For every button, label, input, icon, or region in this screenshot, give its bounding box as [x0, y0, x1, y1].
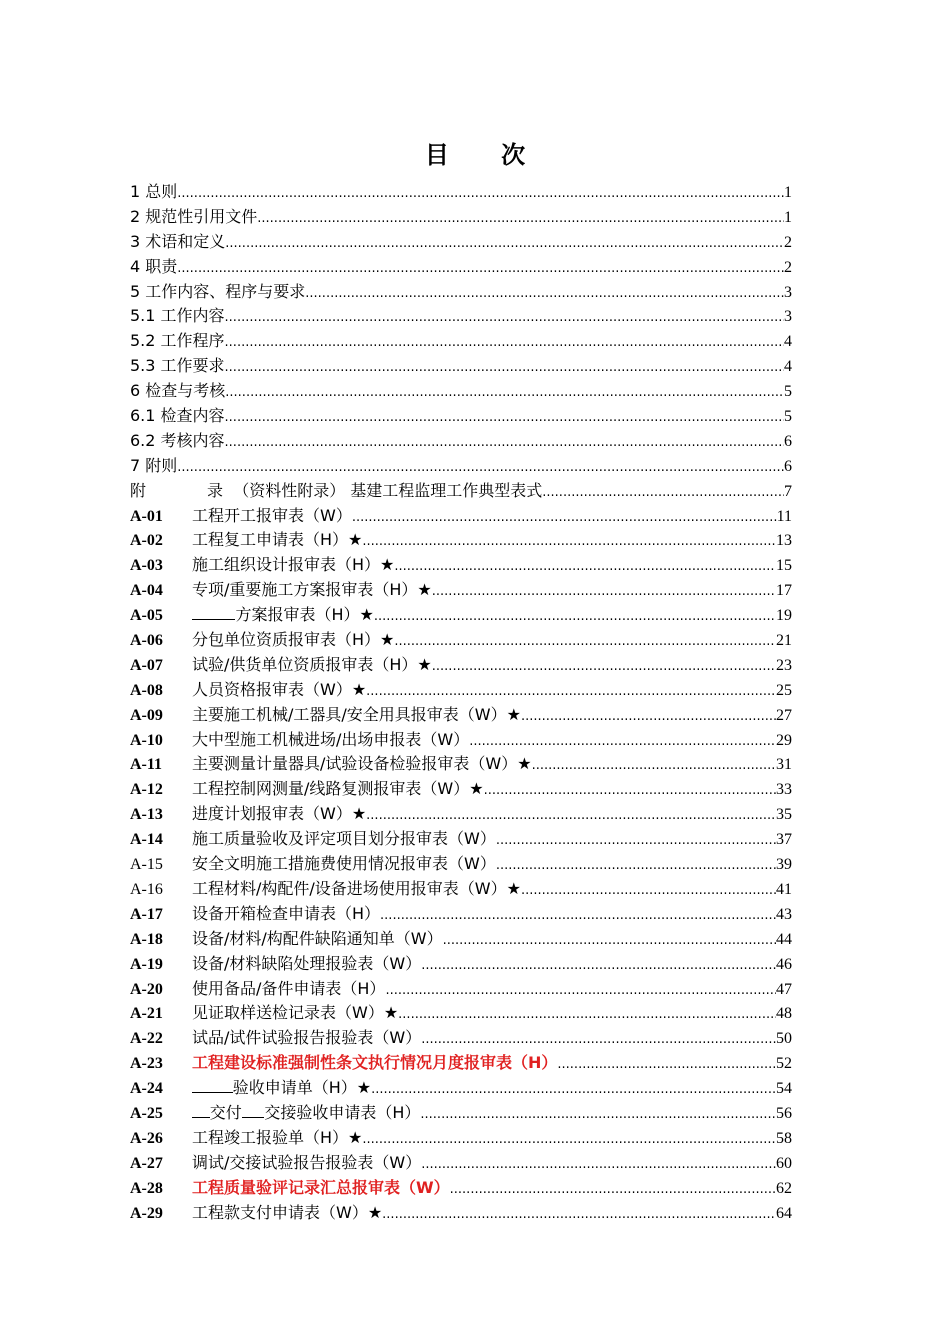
form-label: 施工质量验收及评定项目划分报审表（W） [192, 829, 496, 849]
toc-page: 25 [776, 681, 792, 699]
leader-dots [225, 306, 784, 331]
toc-page: 54 [776, 1080, 792, 1098]
toc-row-3[interactable] [130, 230, 792, 255]
leader-dots [177, 257, 784, 282]
form-code: A-27 [130, 1154, 163, 1172]
toc-page: 5 [784, 383, 792, 401]
form-label: 方案报审表（H）★ [235, 605, 374, 625]
leader-dots [225, 406, 784, 431]
toc-row-5-2[interactable] [130, 329, 792, 354]
leader-dots [398, 1003, 776, 1028]
toc-page: 60 [776, 1154, 792, 1172]
toc-row-a24[interactable] [130, 1076, 792, 1101]
form-label: 主要测量计量器具/试验设备检验报审表（W）★ [192, 754, 532, 774]
toc-row-7[interactable] [130, 454, 792, 479]
form-code: A-29 [130, 1204, 163, 1222]
leader-dots [366, 804, 776, 829]
toc-page: 6 [784, 432, 792, 450]
toc-row-a18[interactable] [130, 927, 792, 952]
toc-row-a12[interactable] [130, 777, 792, 802]
leader-dots [521, 879, 776, 904]
toc-page: 39 [776, 856, 792, 874]
toc-label: 6 检查与考核 [130, 381, 226, 401]
toc-page: 4 [784, 333, 792, 351]
fill-in-blank [192, 1103, 210, 1118]
leader-dots [450, 1178, 776, 1203]
toc-page: 17 [776, 582, 792, 600]
toc-row-6-2[interactable] [130, 429, 792, 454]
toc-row-a11[interactable] [130, 752, 792, 777]
leader-dots [443, 929, 776, 954]
form-label: 主要施工机械/工器具/安全用具报审表（W）★ [192, 704, 521, 724]
toc-page: 46 [776, 955, 792, 973]
appendix-word-2: 录 [207, 480, 224, 500]
form-code: A-21 [130, 1005, 163, 1023]
table-of-contents [130, 180, 792, 1225]
form-code: A-09 [130, 706, 163, 724]
toc-page: 58 [776, 1129, 792, 1147]
toc-page: 31 [776, 756, 792, 774]
toc-page: 3 [784, 283, 792, 301]
leader-dots [542, 481, 784, 506]
form-label: 分包单位资质报审表（H）★ [192, 630, 395, 650]
form-label-highlighted: 工程质量验评记录汇总报审表（W） [192, 1177, 450, 1197]
toc-row-a22[interactable] [130, 1026, 792, 1051]
leader-dots [352, 506, 777, 531]
toc-row-a21[interactable] [130, 1001, 792, 1026]
leader-dots [432, 580, 776, 605]
toc-row-a29[interactable] [130, 1201, 792, 1226]
form-code: A-19 [130, 955, 163, 973]
toc-label: 2 规范性引用文件 [130, 206, 258, 226]
form-label: 验收申请单（H）★ [232, 1078, 372, 1098]
form-label: 调试/交接试验报告报验表（W） [192, 1152, 422, 1172]
toc-row-a20[interactable] [130, 977, 792, 1002]
leader-dots [362, 530, 776, 555]
toc-page: 19 [776, 607, 792, 625]
toc-page: 48 [776, 1005, 792, 1023]
form-code: A-28 [130, 1179, 163, 1197]
leader-dots [382, 1203, 776, 1228]
form-code: A-22 [130, 1030, 163, 1048]
toc-row-a02[interactable] [130, 528, 792, 553]
toc-page: 44 [776, 930, 792, 948]
leader-dots [394, 630, 776, 655]
form-label: 工程复工申请表（H）★ [192, 530, 363, 550]
form-code: A-06 [130, 632, 163, 650]
form-label: 见证取样送检记录表（W）★ [192, 1003, 399, 1023]
form-code: A-24 [130, 1080, 163, 1098]
leader-dots [469, 730, 776, 755]
leader-dots [420, 1103, 776, 1128]
toc-row-a27[interactable] [130, 1151, 792, 1176]
toc-row-a09[interactable] [130, 703, 792, 728]
form-code: A-13 [130, 806, 163, 824]
toc-page: 64 [776, 1204, 792, 1222]
form-code: A-10 [130, 731, 163, 749]
form-code: A-02 [130, 532, 163, 550]
leader-dots [532, 754, 776, 779]
toc-row-a23[interactable] [130, 1051, 792, 1076]
page-title: 目 次 [424, 141, 548, 169]
form-label: 工程控制网测量/线路复测报审表（W）★ [192, 779, 484, 799]
form-label: 设备/材料/构配件缺陷通知单（W） [192, 928, 443, 948]
leader-dots [366, 680, 776, 705]
form-code: A-18 [130, 930, 163, 948]
form-code: A-04 [130, 582, 163, 600]
form-code: A-03 [130, 557, 163, 575]
toc-row-1[interactable] [130, 180, 792, 205]
toc-page: 62 [776, 1179, 792, 1197]
leader-dots [557, 1053, 776, 1078]
form-code: A-11 [130, 756, 162, 774]
leader-dots [305, 282, 784, 307]
toc-page: 47 [776, 980, 792, 998]
form-code: A-01 [130, 507, 163, 525]
toc-row-a01[interactable] [130, 504, 792, 529]
form-code: A-16 [130, 880, 163, 898]
toc-row-4[interactable] [130, 255, 792, 280]
form-code: A-15 [130, 856, 163, 874]
toc-row-a04[interactable] [130, 578, 792, 603]
toc-page: 21 [776, 632, 792, 650]
form-label: 工程款支付申请表（W）★ [192, 1202, 383, 1222]
toc-page: 33 [776, 781, 792, 799]
form-code: A-07 [130, 656, 163, 674]
form-code: A-17 [130, 905, 163, 923]
toc-page: 5 [784, 408, 792, 426]
toc-page: 1 [784, 208, 792, 226]
leader-dots [421, 1153, 776, 1178]
leader-dots [484, 779, 776, 804]
toc-row-a25[interactable] [130, 1101, 792, 1126]
form-label: 设备开箱检查申请表（H） [192, 903, 381, 923]
toc-page: 41 [776, 880, 792, 898]
toc-page: 2 [784, 258, 792, 276]
appendix-word-1: 附 [130, 480, 147, 500]
toc-label: 1 总则 [130, 182, 178, 201]
toc-page: 50 [776, 1030, 792, 1048]
toc-row-a07[interactable] [130, 653, 792, 678]
leader-dots [225, 331, 784, 356]
leader-dots [374, 605, 776, 630]
toc-label: 5.2 工作程序 [130, 331, 225, 351]
form-code: A-26 [130, 1129, 163, 1147]
form-label: 大中型施工机械进场/出场申报表（W） [192, 729, 470, 749]
leader-dots [225, 381, 784, 406]
toc-page: 15 [776, 557, 792, 575]
toc-row-a26[interactable] [130, 1126, 792, 1151]
leader-dots [421, 954, 776, 979]
toc-page: 35 [776, 806, 792, 824]
form-label: 工程开工报审表（W） [192, 505, 352, 525]
form-code: A-08 [130, 681, 163, 699]
form-label: 专项/重要施工方案报审表（H）★ [192, 580, 432, 600]
toc-label: 5.1 工作内容 [130, 306, 225, 326]
leader-dots [496, 829, 776, 854]
toc-page: 4 [784, 358, 792, 376]
toc-page: 7 [784, 482, 792, 500]
toc-row-6[interactable] [130, 379, 792, 404]
toc-page: 13 [776, 532, 792, 550]
form-label: 试验/供货单位资质报审表（H）★ [192, 654, 432, 674]
toc-label: 4 职责 [130, 256, 178, 276]
form-code: A-14 [130, 831, 163, 849]
fill-in-blank [192, 605, 235, 620]
fill-in-blank [192, 1078, 233, 1093]
toc-row-a19[interactable] [130, 952, 792, 977]
form-label: 人员资格报审表（W）★ [192, 679, 367, 699]
toc-row-a14[interactable] [130, 827, 792, 852]
form-label: 设备/材料缺陷处理报验表（W） [192, 953, 422, 973]
leader-dots [394, 555, 776, 580]
toc-page: 1 [784, 184, 792, 201]
toc-page: 37 [776, 831, 792, 849]
leader-dots [362, 1128, 776, 1153]
form-label: 施工组织设计报审表（H）★ [192, 555, 395, 575]
toc-row-a08[interactable] [130, 678, 792, 703]
toc-label: 6.2 考核内容 [130, 430, 225, 450]
leader-dots [521, 705, 776, 730]
toc-row-a28[interactable] [130, 1176, 792, 1201]
form-label: 进度计划报审表（W）★ [192, 804, 367, 824]
toc-row-a15[interactable] [130, 852, 792, 877]
form-label: 工程材料/构配件/设备进场使用报审表（W）★ [192, 878, 521, 898]
leader-dots [225, 356, 784, 381]
toc-page: 29 [776, 731, 792, 749]
leader-dots [380, 904, 776, 929]
form-code: A-12 [130, 781, 163, 799]
toc-label: 5.3 工作要求 [130, 356, 225, 376]
toc-page: 3 [784, 308, 792, 326]
form-code: A-05 [130, 607, 163, 625]
toc-row-a10[interactable] [130, 728, 792, 753]
toc-row-a16[interactable] [130, 877, 792, 902]
toc-page: 43 [776, 905, 792, 923]
leader-dots [257, 207, 784, 232]
leader-dots [225, 232, 784, 257]
toc-page: 11 [776, 507, 792, 525]
leader-dots [421, 1028, 776, 1053]
toc-row-6-1[interactable] [130, 404, 792, 429]
toc-row-5-1[interactable] [130, 304, 792, 329]
fill-in-blank [242, 1103, 265, 1118]
leader-dots [496, 854, 776, 879]
toc-label: 5 工作内容、程序与要求 [130, 281, 306, 301]
leader-dots [177, 456, 784, 481]
toc-row-2[interactable] [130, 205, 792, 230]
form-code: A-20 [130, 980, 163, 998]
leader-dots [177, 182, 784, 207]
toc-label: 3 术语和定义 [130, 231, 226, 251]
form-label: 交接验收申请表（H） [264, 1102, 421, 1122]
toc-row-a13[interactable] [130, 802, 792, 827]
toc-row-a03[interactable] [130, 553, 792, 578]
form-label: 试品/试件试验报告报验表（W） [192, 1028, 422, 1048]
form-label-mid: 交付 [209, 1102, 242, 1122]
form-label: 使用备品/备件申请表（H） [192, 978, 386, 998]
toc-row-a06[interactable] [130, 628, 792, 653]
form-label-highlighted: 工程建设标准强制性条文执行情况月度报审表（H） [192, 1053, 558, 1073]
toc-row-a17[interactable] [130, 902, 792, 927]
toc-row-a05[interactable] [130, 603, 792, 628]
toc-page: 56 [776, 1104, 792, 1122]
leader-dots [385, 979, 776, 1004]
toc-label: 7 附则 [130, 455, 178, 475]
toc-page: 23 [776, 656, 792, 674]
form-code: A-25 [130, 1104, 163, 1122]
toc-row-5-3[interactable] [130, 354, 792, 379]
toc-label [130, 479, 542, 504]
toc-page: 2 [784, 233, 792, 251]
toc-row-5[interactable] [130, 280, 792, 305]
toc-row-appendix[interactable] [130, 479, 792, 504]
leader-dots [371, 1078, 776, 1103]
leader-dots [432, 655, 776, 680]
appendix-title: （资料性附录） 基建工程监理工作典型表式 [233, 480, 543, 500]
form-label: 安全文明施工措施费使用情况报审表（W） [192, 854, 496, 874]
toc-page: 52 [776, 1055, 792, 1073]
form-code: A-23 [130, 1055, 163, 1073]
toc-page: 27 [776, 706, 792, 724]
leader-dots [225, 431, 784, 456]
toc-label: 6.1 检查内容 [130, 406, 225, 426]
toc-page: 6 [784, 457, 792, 475]
form-label: 工程竣工报验单（H）★ [192, 1127, 363, 1147]
